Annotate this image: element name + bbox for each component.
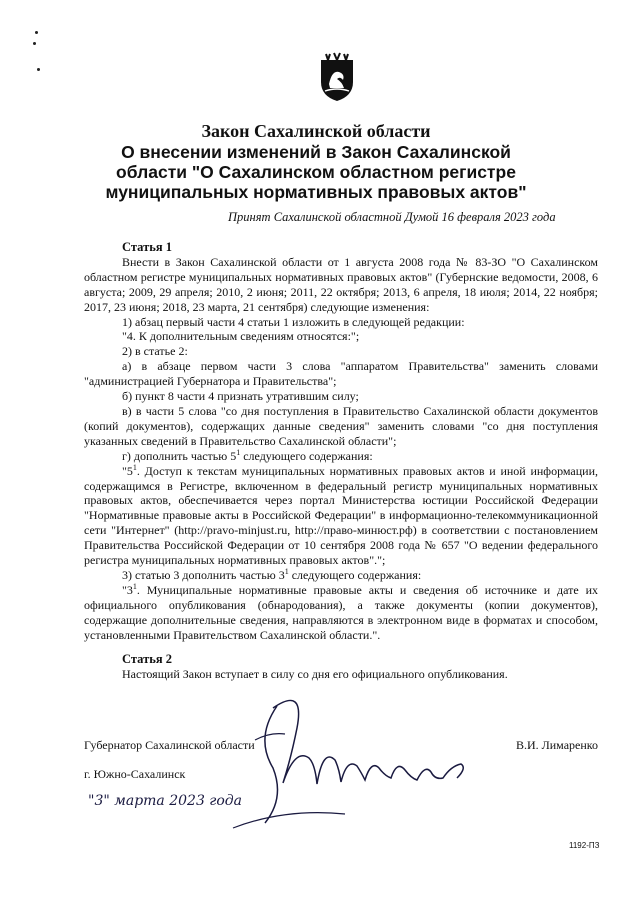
superscript: 1 xyxy=(132,462,137,472)
text: "3 xyxy=(122,582,133,597)
paragraph: 1) абзац первый части 4 статьи 1 изложить в следующей редакции: xyxy=(122,314,465,329)
superscript: 1 xyxy=(132,581,137,591)
text: 3) статью 3 дополнить частью 3 xyxy=(122,567,285,582)
signature xyxy=(225,688,485,838)
handwritten-date: "3" марта 2023 года xyxy=(88,793,243,809)
text: "5 xyxy=(122,463,133,478)
text: . Доступ к текстам муниципальных нормативных правовых актов и иной информации, содержащимся в Регистре, включенном в федеральный регистр муниципальных нормативных правовых актов, обеспечивается через портал Министерства юстиции Российской Федерации "Нормативные правовые акты в Российской Федерации" в информационно-телекоммуникационной сети "Интернет" (http://pravo-minjust.ru, http://право-минюст.рф) в соответствии с постановлением Правительства Российской Федерации от 10 сентября 2008 года № 657 "О ведении федерального регистра муниципальных нормативных правовых актов"."; xyxy=(84,463,598,568)
paragraph: в) в части 5 слова "со дня поступления в Правительство Сахалинской области документов (копий документов), содержащих данные сведения" заменить словами "со дня поступления указанных сведений в Правительство Сахалинской области"; xyxy=(84,403,598,448)
paragraph: Настоящий Закон вступает в силу со дня его официального опубликования. xyxy=(122,667,508,682)
scan-mark xyxy=(35,31,38,34)
paragraph xyxy=(84,583,598,643)
law-subtitle-line: области "О Сахалинском областном регистре xyxy=(116,162,516,182)
text: . Муниципальные нормативные правовые акты и сведения об источнике и дате их официального опубликования (обнародования), а также документы (копии документов), содержащие дополнительные сведения, направляются в электронном виде в форматах и способом, установленными Правительством Сахалинской области.". xyxy=(84,582,598,642)
superscript: 1 xyxy=(236,447,241,457)
adoption-note: Принят Сахалинской областной Думой 16 февраля 2023 года xyxy=(228,210,556,224)
law-title: Закон Сахалинской области xyxy=(201,121,431,141)
paragraph: 2) в статье 2: xyxy=(122,344,188,359)
article-1-heading: Статья 1 xyxy=(122,240,172,254)
governor-label: Губернатор Сахалинской области xyxy=(84,738,255,752)
paragraph: б) пункт 8 части 4 признать утратившим силу; xyxy=(122,389,359,404)
text: г) дополнить частью 5 xyxy=(122,448,237,463)
scan-mark xyxy=(33,42,36,45)
article-2-heading: Статья 2 xyxy=(122,652,172,667)
paragraph xyxy=(84,449,598,464)
registration-number: 1192-ПЗ xyxy=(569,841,600,850)
superscript: 1 xyxy=(284,566,289,576)
paragraph: "4. К дополнительным сведениям относятся:"; xyxy=(122,329,360,344)
paragraph: Внести в Закон Сахалинской области от 1 августа 2008 года № 83-ЗО "О Сахалинском областном регистре муниципальных нормативных правовых актов" (Губернские ведомости, 2008, 6 августа; 2009, 29 апреля; 2010, 2 июня; 2011, 22 октября; 2013, 6 апреля, 18 июля; 2014, 22 ноября; 2017, 23 июня; 2018, 23 марта, 21 сентября) следующие изменения: xyxy=(84,254,598,314)
paragraph xyxy=(84,464,598,568)
city: г. Южно-Сахалинск xyxy=(84,767,186,781)
law-subtitle-line: муниципальных нормативных правовых актов" xyxy=(105,182,527,202)
text: следующего содержания: xyxy=(240,448,373,463)
text: следующего содержания: xyxy=(288,567,422,582)
governor-name: В.И. Лимаренко xyxy=(515,738,598,752)
coat-of-arms-icon xyxy=(318,52,356,102)
paragraph: а) в абзаце первом части 3 слова "аппаратом Правительства" заменить словами "администрацией Губернатора и Правительства"; xyxy=(84,359,598,389)
scan-mark xyxy=(37,68,40,71)
document-body xyxy=(84,240,598,682)
paragraph xyxy=(84,568,598,583)
law-subtitle-line: О внесении изменений в Закон Сахалинской xyxy=(121,142,511,162)
